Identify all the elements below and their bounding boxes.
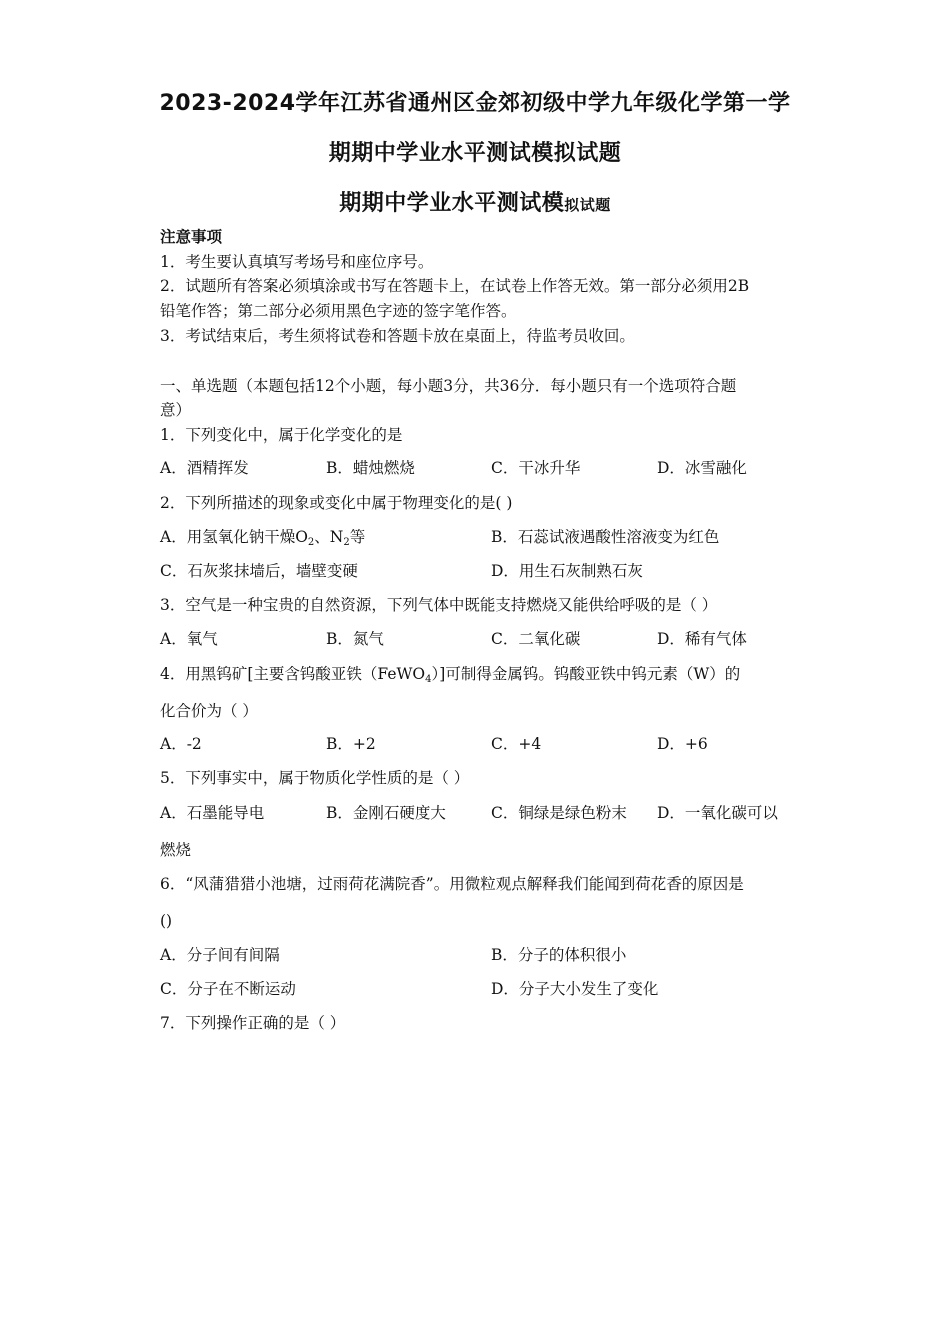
question-1-stem: 1．下列变化中，属于化学变化的是 (160, 426, 403, 444)
question-3-stem: 3．空气是一种宝贵的自然资源，下列气体中既能支持燃烧又能供给呼吸的是（ ） (160, 596, 718, 614)
q2-a-sub-1: 2 (307, 537, 315, 548)
question-2-option-c: C．石灰浆抹墙后，墙壁变硬 (160, 562, 358, 580)
notice-item-3: 3．考试结束后，考生须将试卷和答题卡放在桌面上，待监考员收回。 (160, 327, 635, 345)
q4-stem-text-1: 4．用黑钨矿[主要含钨酸亚铁（FeWO (160, 665, 426, 683)
title-line-3-main: 期期中学业水平测试模 (339, 191, 565, 216)
question-2-option-a (160, 525, 365, 555)
question-5-option-d: D．一氧化碳可以 (657, 804, 778, 822)
title-line-2: 期期中学业水平测试模拟试题 (328, 141, 622, 166)
question-2-option-b: B．石蕊试液遇酸性溶液变为红色 (491, 528, 720, 546)
q2-a-text-3: 等 (349, 528, 366, 546)
question-1-option-b: B．蜡烛燃烧 (326, 459, 415, 477)
question-4-option-d: D．+6 (657, 735, 708, 753)
q2-a-text-1: A．用氢氧化钠干燥O (160, 528, 308, 546)
question-4-option-a: A．-2 (160, 735, 202, 753)
question-4-option-b: B．+2 (326, 735, 376, 753)
question-5-option-b: B．金刚石硬度大 (326, 804, 446, 822)
question-3-option-c: C．二氧化碳 (491, 630, 581, 648)
question-4-stem-cont: 化合价为（ ） (160, 702, 258, 720)
question-6-stem-cont: () (160, 912, 173, 930)
section-heading: 一、单选题（本题包括12个小题，每小题3分，共36分．每小题只有一个选项符合题 (160, 377, 737, 395)
title-line-1: 2023-2024学年江苏省通州区金郊初级中学九年级化学第一学 (159, 91, 791, 116)
question-6-option-a: A．分子间有间隔 (160, 946, 280, 964)
question-5-option-c: C．铜绿是绿色粉末 (491, 804, 627, 822)
question-7-stem: 7．下列操作正确的是（ ） (160, 1014, 346, 1032)
question-6-option-b: B．分子的体积很小 (491, 946, 627, 964)
question-1-option-c: C．干冰升华 (491, 459, 581, 477)
question-6-option-c: C．分子在不断运动 (160, 980, 296, 998)
question-2-option-d: D．用生石灰制熟石灰 (491, 562, 643, 580)
title-line-3-small: 拟试题 (564, 196, 611, 214)
notice-item-2-cont: 铅笔作答；第二部分必须用黑色字迹的签字笔作答。 (160, 302, 517, 320)
title-line-3 (0, 186, 950, 217)
q4-stem-sub: 4 (425, 674, 432, 685)
notice-item-2: 2．试题所有答案必须填涂或书写在答题卡上，在试卷上作答无效。第一部分必须用2B (160, 277, 750, 295)
q2-a-text-2: 、N (314, 528, 344, 546)
question-4-option-c: C．+4 (491, 735, 542, 753)
question-2-stem: 2．下列所描述的现象或变化中属于物理变化的是( ) (160, 494, 513, 512)
question-6-option-d: D．分子大小发生了变化 (491, 980, 659, 998)
question-3-option-d: D．稀有气体 (657, 630, 747, 648)
question-5-option-d-cont: 燃烧 (160, 841, 192, 859)
question-1-option-a: A．酒精挥发 (160, 459, 249, 477)
section-heading-cont: 意） (160, 401, 192, 419)
question-5-option-a: A．石墨能导电 (160, 804, 265, 822)
notice-item-1: 1．考生要认真填写考场号和座位序号。 (160, 253, 434, 271)
question-3-option-a: A．氧气 (160, 630, 218, 648)
question-5-stem: 5．下列事实中，属于物质化学性质的是（ ） (160, 769, 470, 787)
question-4-stem (160, 662, 792, 692)
q4-stem-text-2: ）]可制得金属钨。钨酸亚铁中钨元素（W）的 (431, 665, 741, 683)
question-3-option-b: B．氮气 (326, 630, 384, 648)
q2-a-sub-2: 2 (343, 537, 350, 548)
question-6-stem: 6．“风蒲猎猎小池塘，过雨荷花满院香”。用微粒观点解释我们能闻到荷花香的原因是 (160, 875, 744, 893)
question-1-option-d: D．冰雪融化 (657, 459, 747, 477)
notice-heading: 注意事项 (160, 227, 223, 246)
